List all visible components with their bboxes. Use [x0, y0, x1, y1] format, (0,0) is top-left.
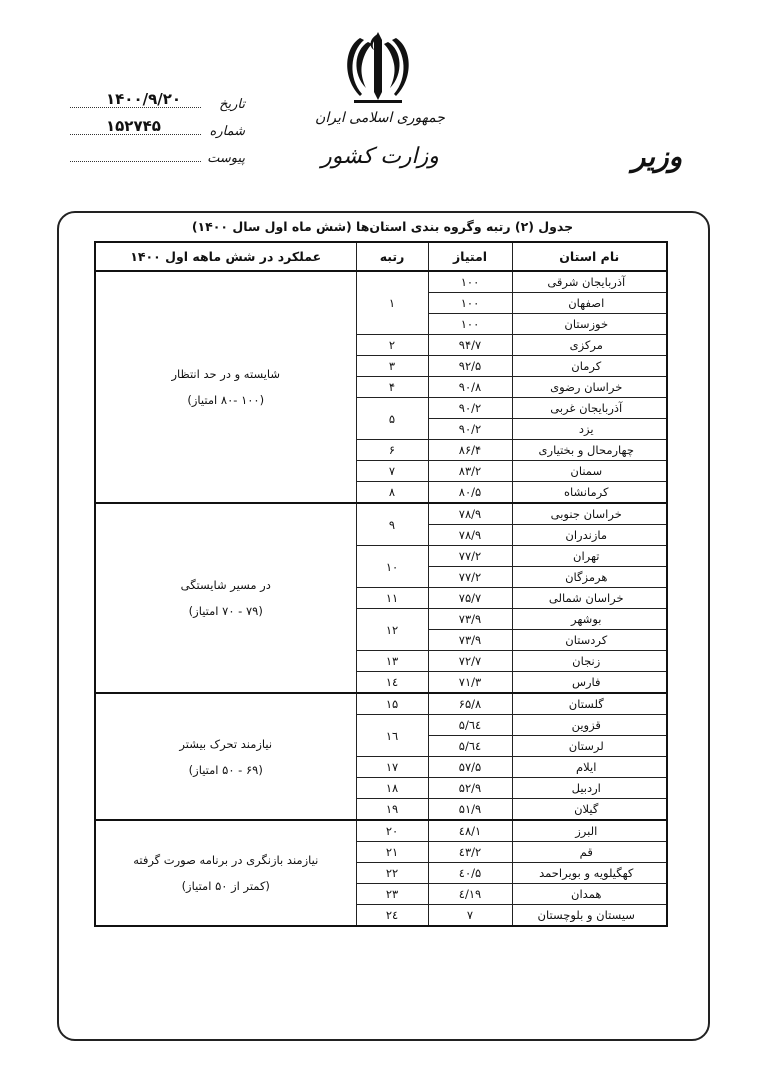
table-header-row: [95, 242, 667, 271]
province-score: ۷۳/۹: [428, 630, 512, 651]
table-title: جدول (۲) رتبه وگروه بندی استان‌ها (شش ماه اول سال ۱۴۰۰): [191, 219, 574, 234]
table-row: [95, 271, 667, 293]
province-name: سیستان و بلوچستان: [512, 905, 667, 927]
province-score: ٦٤/۵: [428, 715, 512, 736]
province-rank: ۱۱: [356, 588, 428, 609]
province-rank: ۲۲: [356, 863, 428, 884]
performance-label: نیازمند بازنگری در برنامه صورت گرفته: [133, 853, 319, 867]
table-row: [95, 693, 667, 715]
province-score: ۷۸/۹: [428, 503, 512, 525]
province-name: مرکزی: [512, 335, 667, 356]
province-name: مازندران: [512, 525, 667, 546]
province-rank: ۴: [356, 377, 428, 398]
province-score: ۷۱/۳: [428, 672, 512, 694]
table-row: [95, 820, 667, 842]
province-name: کهگیلویه و بویراحمد: [512, 863, 667, 884]
province-rank: ۹: [356, 503, 428, 546]
province-score: ۹۰/۸: [428, 377, 512, 398]
province-rank: ۱٦: [356, 715, 428, 757]
minister-title: وزیر: [631, 140, 683, 173]
province-rank: ۲۳: [356, 884, 428, 905]
province-score: ۷۲/۷: [428, 651, 512, 672]
province-name: قزوین: [512, 715, 667, 736]
province-name: سمنان: [512, 461, 667, 482]
province-name: خراسان شمالی: [512, 588, 667, 609]
province-name: آذربایجان غربی: [512, 398, 667, 419]
date-row: [70, 90, 245, 112]
province-rank: ۱۰: [356, 546, 428, 588]
province-name: خراسان جنوبی: [512, 503, 667, 525]
province-rank: ۵: [356, 398, 428, 440]
ministry-name: وزارت کشور: [321, 144, 439, 169]
province-rank: ۱٤: [356, 672, 428, 694]
province-name: یزد: [512, 419, 667, 440]
province-rank: ۱۵: [356, 693, 428, 715]
date-label: تاریخ: [219, 97, 245, 112]
province-name: خوزستان: [512, 314, 667, 335]
performance-label: شایسته و در حد انتظار: [171, 367, 281, 381]
number-label: شماره: [209, 124, 245, 139]
province-score: ۶۵/۸: [428, 693, 512, 715]
performance-group: [95, 820, 356, 926]
province-score: ۷۳/۹: [428, 609, 512, 630]
table-row: [95, 503, 667, 525]
province-score: ۸۳/۲: [428, 461, 512, 482]
province-name: تهران: [512, 546, 667, 567]
performance-label: در مسیر شایستگی: [180, 578, 271, 592]
province-score: ۵۷/۵: [428, 757, 512, 778]
province-score: ۱۰۰: [428, 271, 512, 293]
performance-group: [95, 271, 356, 503]
province-score: ۷۸/۹: [428, 525, 512, 546]
province-rank: ۲۰: [356, 820, 428, 842]
performance-group: [95, 693, 356, 820]
province-score: ۱۹/٤: [428, 884, 512, 905]
province-name: چهارمحال و بختیاری: [512, 440, 667, 461]
province-name: هرمزگان: [512, 567, 667, 588]
province-rank: ۱۹: [356, 799, 428, 821]
province-score: ۹۰/۲: [428, 419, 512, 440]
republic-name: جمهوری اسلامی ایران: [315, 110, 445, 126]
performance-range: (۷۹ - ۷۰ امتیاز): [188, 604, 263, 618]
province-name: اصفهان: [512, 293, 667, 314]
province-rank: ۱۳: [356, 651, 428, 672]
iran-emblem-icon: [338, 28, 418, 108]
province-score: ۱۰۰: [428, 293, 512, 314]
province-score: ۹۴/۷: [428, 335, 512, 356]
province-name: آذربایجان شرقی: [512, 271, 667, 293]
province-score: ۱۰۰: [428, 314, 512, 335]
date-value: ۱۴۰۰/۹/۲۰: [106, 90, 182, 108]
province-name: اردبیل: [512, 778, 667, 799]
attachment-row: [70, 144, 245, 166]
header-score: امتیاز: [428, 242, 512, 271]
province-score: ٤۰/۵: [428, 863, 512, 884]
province-score: ۵۱/۹: [428, 799, 512, 821]
ranking-table: [94, 241, 668, 927]
province-name: البرز: [512, 820, 667, 842]
province-score: ۷۷/۲: [428, 546, 512, 567]
province-rank: ۱: [356, 271, 428, 335]
performance-group: [95, 503, 356, 693]
performance-label: نیازمند تحرک بیشتر: [179, 736, 273, 751]
province-score: ۹۰/۲: [428, 398, 512, 419]
province-score: ۹۲/۵: [428, 356, 512, 377]
province-rank: ۶: [356, 440, 428, 461]
province-score: ۸۰/۵: [428, 482, 512, 504]
province-rank: ۲۱: [356, 842, 428, 863]
province-score: ۷۵/۷: [428, 588, 512, 609]
province-name: خراسان رضوی: [512, 377, 667, 398]
province-score: ٤۳/۲: [428, 842, 512, 863]
province-rank: ۲٤: [356, 905, 428, 927]
province-name: گلستان: [512, 693, 667, 715]
province-score: ۷۷/۲: [428, 567, 512, 588]
province-score: ۵۲/۹: [428, 778, 512, 799]
province-score: ۷: [428, 905, 512, 927]
province-rank: ۷: [356, 461, 428, 482]
header-rank: رتبه: [356, 242, 428, 271]
performance-range: (۱۰۰ -۸۰ امتیاز): [187, 393, 265, 407]
province-name: زنجان: [512, 651, 667, 672]
province-name: کردستان: [512, 630, 667, 651]
province-name: کرمان: [512, 356, 667, 377]
province-name: ایلام: [512, 757, 667, 778]
province-name: بوشهر: [512, 609, 667, 630]
performance-range: (کمتر از ۵۰ امتیاز): [181, 879, 270, 893]
table-body: [95, 271, 667, 926]
province-name: همدان: [512, 884, 667, 905]
province-score: ۸۶/۴: [428, 440, 512, 461]
province-rank: ۱۲: [356, 609, 428, 651]
province-rank: ۱۷: [356, 757, 428, 778]
province-name: قم: [512, 842, 667, 863]
province-rank: ۲: [356, 335, 428, 356]
performance-range: (۶۹ - ۵۰ امتیاز): [188, 762, 263, 777]
province-rank: ۳: [356, 356, 428, 377]
province-rank: ۸: [356, 482, 428, 504]
province-name: گیلان: [512, 799, 667, 821]
province-rank: ۱۸: [356, 778, 428, 799]
province-score: ٤۸/۱: [428, 820, 512, 842]
attachment-label: پیوست: [207, 151, 245, 166]
header-performance: عملکرد در شش ماهه اول ۱۴۰۰: [95, 242, 356, 271]
province-name: کرمانشاه: [512, 482, 667, 504]
header-province: نام استان: [512, 242, 667, 271]
attachment-line: [70, 161, 201, 162]
province-score: ٦٤/۵: [428, 736, 512, 757]
province-name: لرستان: [512, 736, 667, 757]
number-value: ۱۵۲۷۴۵: [106, 117, 161, 135]
province-name: فارس: [512, 672, 667, 694]
number-row: [70, 117, 245, 139]
